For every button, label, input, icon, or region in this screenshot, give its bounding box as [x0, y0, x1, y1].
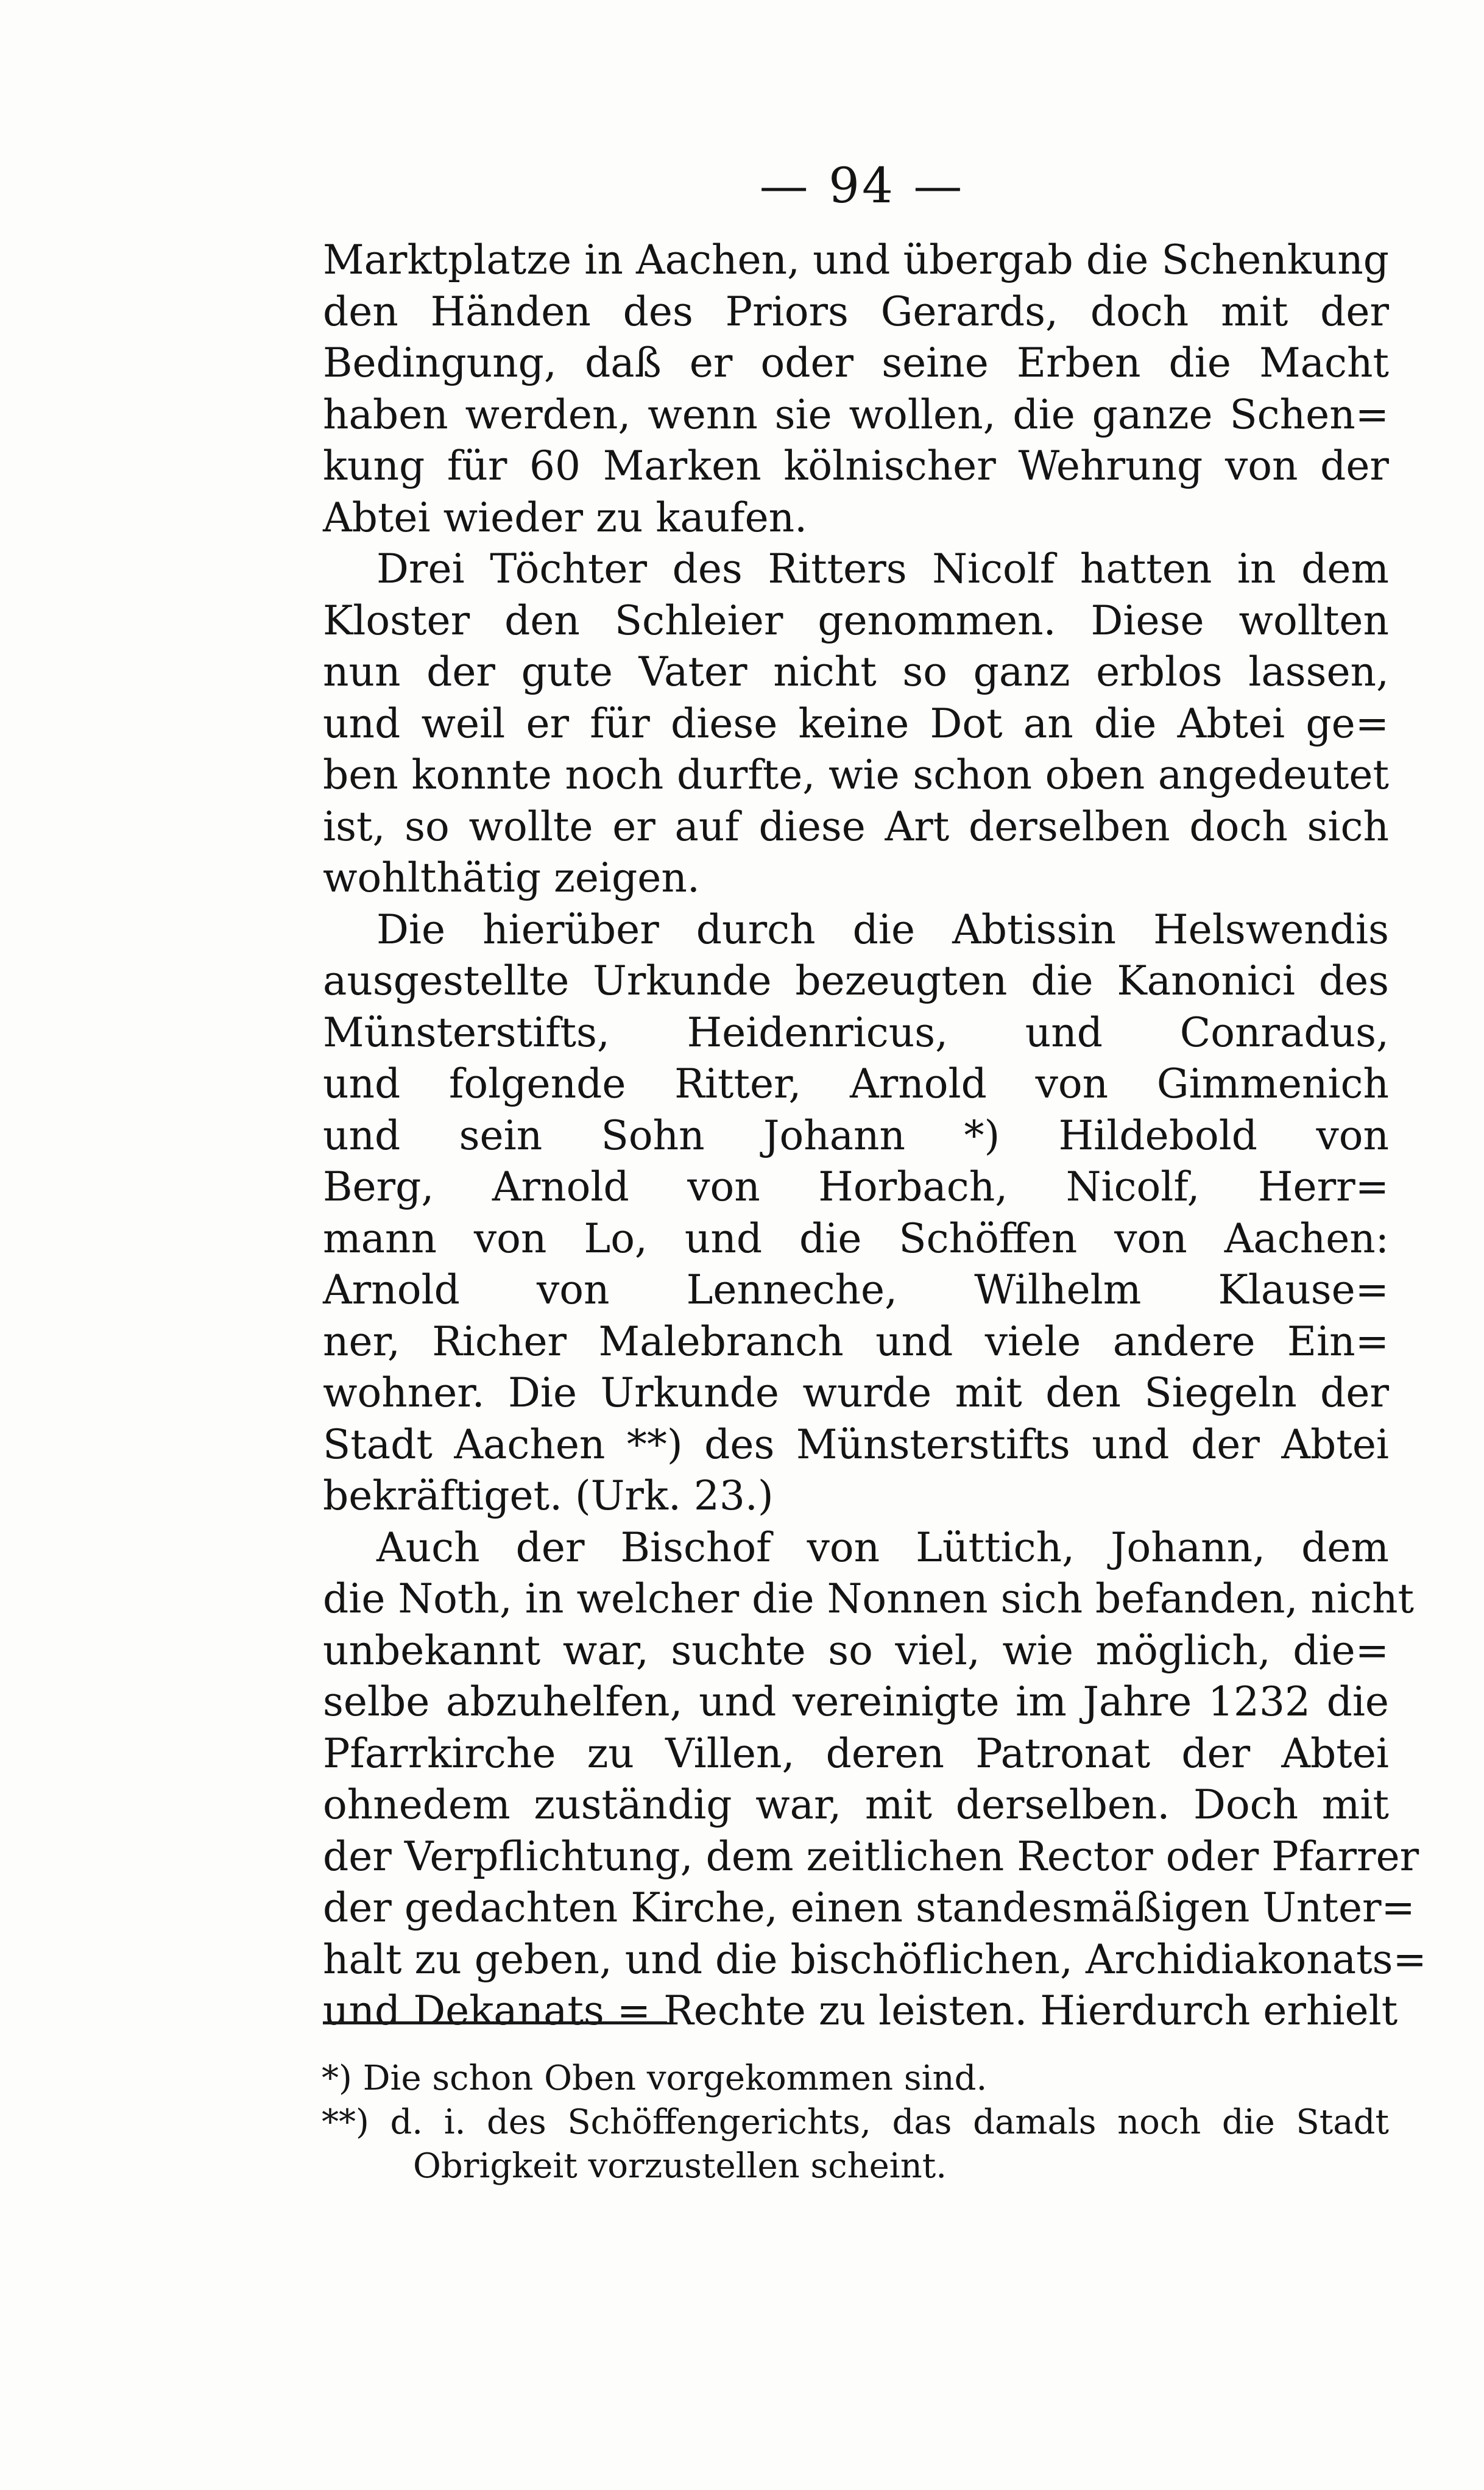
footnote-continuation: Obrigkeit vorzustellen scheint.	[413, 2146, 947, 2186]
text-line: und sein Sohn Johann *) Hildebold von	[323, 1112, 1389, 1159]
text-line: Die hierüber durch die Abtissin Helswendis	[376, 906, 1389, 953]
text-line: ohnedem zuständig war, mit derselben. Doch mit	[323, 1781, 1389, 1828]
text-line: wohner. Die Urkunde wurde mit den Siegeln der	[323, 1369, 1389, 1416]
text-line: Berg, Arnold von Horbach, Nicolf, Herr=	[323, 1163, 1389, 1210]
text-line: ner, Richer Malebranch und viele andere Ein=	[323, 1318, 1389, 1365]
text-line: den Händen des Priors Gerards, doch mit der	[323, 288, 1389, 335]
text-line: Kloster den Schleier genommen. Diese wollten	[323, 597, 1389, 644]
text-line: kung für 60 Marken kölnischer Wehrung von der	[323, 442, 1389, 489]
page-number: — 94 —	[759, 157, 965, 214]
text-line: die Noth, in welcher die Nonnen sich befanden, nicht	[323, 1575, 1415, 1622]
text-line: der gedachten Kirche, einen standesmäßigen Unter=	[323, 1884, 1415, 1931]
text-line: Bedingung, daß er oder seine Erben die Macht	[323, 339, 1389, 386]
footnote: **) d. i. des Schöffengerichts, das damals noch die Stadt	[322, 2102, 1389, 2142]
text-line: nun der gute Vater nicht so ganz erblos lassen,	[323, 648, 1389, 695]
text-line: Stadt Aachen **) des Münsterstifts und der Abtei	[323, 1421, 1389, 1468]
text-line: bekräftiget. (Urk. 23.)	[323, 1472, 774, 1519]
text-line: Pfarrkirche zu Villen, deren Patronat der Abtei	[323, 1729, 1389, 1777]
text-line: Arnold von Lenneche, Wilhelm Klause=	[323, 1266, 1389, 1313]
text-line: und folgende Ritter, Arnold von Gimmenich	[323, 1060, 1389, 1107]
paragraph-2	[323, 544, 1389, 904]
text-line: Marktplatze in Aachen, und übergab die Schenkung	[323, 236, 1389, 283]
text-line: haben werden, wenn sie wollen, die ganze Schen=	[323, 391, 1389, 438]
paragraph-4	[323, 1522, 1427, 2037]
text-line: ist, so wollte er auf diese Art derselben doch sich	[323, 803, 1389, 850]
text-line: Auch der Bischof von Lüttich, Johann, dem	[376, 1523, 1389, 1571]
text-line: und weil er für diese keine Dot an die Abtei ge=	[323, 700, 1389, 747]
paragraph-3	[323, 904, 1389, 1522]
text-line: halt zu geben, und die bischöflichen, Archidiakonats=	[323, 1935, 1427, 1983]
text-line: der Verpflichtung, dem zeitlichen Rector oder Pfarrer	[323, 1832, 1419, 1880]
body-text	[323, 235, 1427, 2037]
text-line: Münsterstifts, Heidenricus, und Conradus,	[323, 1009, 1389, 1056]
text-line: Drei Töchter des Ritters Nicolf hatten in dem	[376, 545, 1389, 592]
text-line: ben konnte noch durfte, wie schon oben angedeutet	[323, 751, 1389, 798]
text-line: mann von Lo, und die Schöffen von Aachen:	[323, 1215, 1389, 1262]
paragraph-1	[323, 235, 1389, 544]
text-line: und Dekanats = Rechte zu leisten. Hierdurch erhielt	[323, 1987, 1398, 2034]
text-line: ausgestellte Urkunde bezeugten die Kanonici des	[323, 957, 1389, 1004]
text-line: unbekannt war, suchte so viel, wie möglich, die=	[323, 1626, 1389, 1674]
text-line: Abtei wieder zu kaufen.	[323, 494, 808, 541]
footnote-separator-rule	[323, 2021, 667, 2024]
footnote: *) Die schon Oben vorgekommen sind.	[322, 2059, 988, 2098]
text-line: wohlthätig zeigen.	[323, 854, 700, 901]
text-line: selbe abzuhelfen, und vereinigte im Jahre 1232 die	[323, 1678, 1389, 1725]
footnotes	[322, 2057, 1389, 2188]
